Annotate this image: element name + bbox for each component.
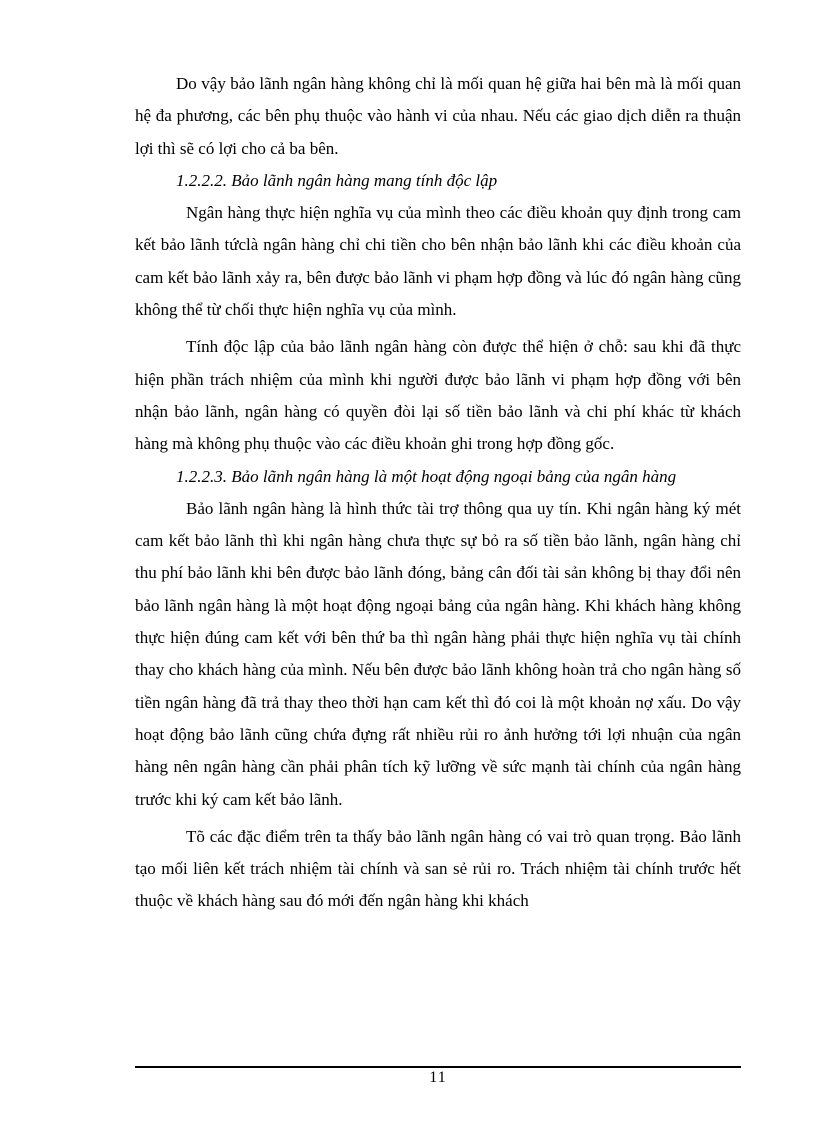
paragraph-role-of-guarantee: Tõ các đặc điểm trên ta thấy bảo lãnh ngân hàng có vai trò quan trọng. Bảo lãnh tạo mối liên kết trách nhiệm tài chính và san sẻ rủi ro. Trách nhiệm tài chính trước hết thuộc về khách hàng sau đó mới đến ngân hàng khi khách	[135, 826, 741, 911]
paragraph-intro: Do vậy bảo lãnh ngân hàng không chỉ là mối quan hệ giữa hai bên mà là mối quan hệ đa phương, các bên phụ thuộc vào hành vi của nhau. Nếu các giao dịch diễn ra thuận lợi thì sẽ có lợi cho cả ba bên.	[135, 74, 741, 158]
paragraph-independence-obligation: Ngân hàng thực hiện nghĩa vụ của mình theo các điều khoản quy định trong cam kết bảo lãnh tứclà ngân hàng chỉ chi tiền cho bên nhận bảo lãnh khi các điều khoản của cam kết bảo lãnh xảy ra, bên được bảo lãnh vi phạm hợp đồng và lúc đó ngân hàng cũng không thể từ chối thực hiện nghĩa vụ của mình.	[135, 203, 741, 320]
document-body	[135, 68, 741, 918]
section-heading-1-2-2-2: 1.2.2.2. Bảo lãnh ngân hàng mang tính độc lập	[176, 170, 498, 190]
paragraph-off-balance-sheet: Bảo lãnh ngân hàng là hình thức tài trợ thông qua uy tín. Khi ngân hàng ký mét cam kết bảo lãnh thì khi ngân hàng chưa thực sự bỏ ra số tiền bảo lãnh, ngân hàng chỉ thu phí bảo lãnh khi bên được bảo lãnh đóng, bảng cân đối tài sản không bị thay đổi nên bảo lãnh ngân hàng là một hoạt động ngoại bảng của ngân hàng. Khi khách hàng không thực hiện đúng cam kết với bên thứ ba thì ngân hàng phải thực hiện nghĩa vụ tài chính thay cho khách hàng của mình. Nếu bên được bảo lãnh không hoàn trả cho ngân hàng số tiền ngân hàng đã trả thay theo thời hạn cam kết thì đó coi là một khoản nợ xấu. Do vậy hoạt động bảo lãnh cũng chứa đựng rất nhiều rủi ro ảnh hưởng tới lợi nhuận của ngân hàng nên ngân hàng cần phải phân tích kỹ lưỡng về sức mạnh tài chính của ngân hàng trước khi ký cam kết bảo lãnh.	[135, 498, 741, 809]
section-heading-1-2-2-3: 1.2.2.3. Bảo lãnh ngân hàng là một hoạt động ngoại bảng của ngân hàng	[176, 466, 677, 486]
page-number: 11	[429, 1069, 447, 1086]
paragraph-independence-recovery: Tính độc lập của bảo lãnh ngân hàng còn được thể hiện ở chỗ: sau khi đã thực hiện phần trách nhiệm của mình khi người được bảo lãnh vi phạm hợp đồng với bên nhận bảo lãnh, ngân hàng có quyền đòi lại số tiền bảo lãnh và chi phí khác từ khách hàng mà không phụ thuộc vào các điều khoản ghi trong hợp đồng gốc.	[135, 337, 741, 454]
